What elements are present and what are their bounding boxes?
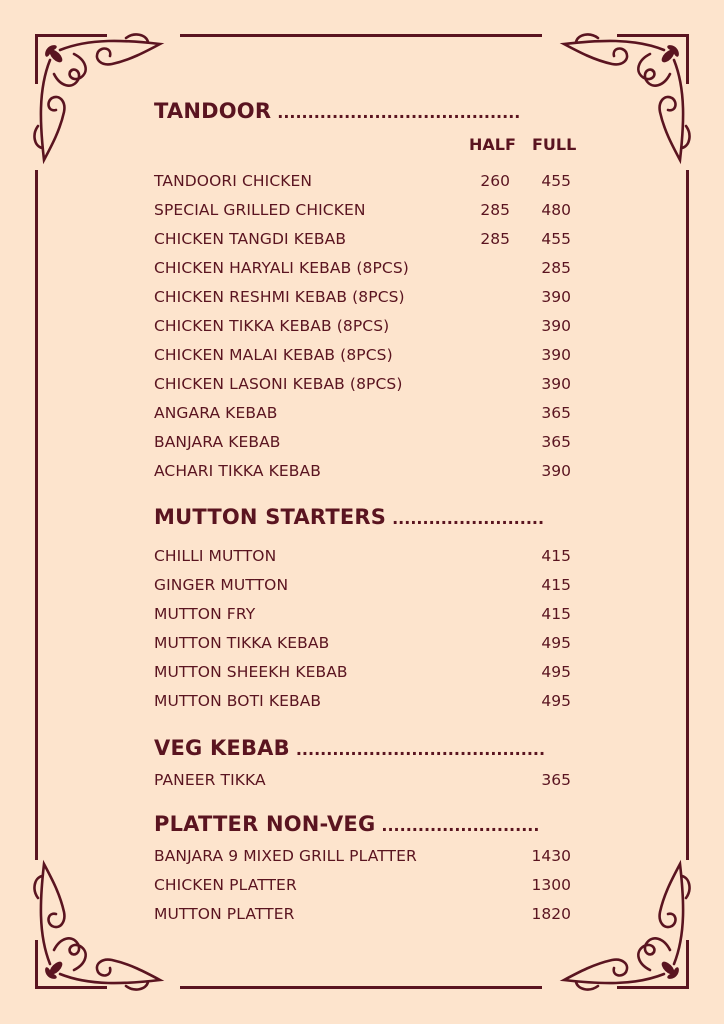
item-price-full: 495 bbox=[541, 692, 571, 710]
menu-item bbox=[154, 343, 574, 367]
item-name: MUTTON FRY bbox=[154, 605, 256, 623]
menu-item bbox=[154, 660, 574, 684]
menu-item bbox=[154, 169, 574, 193]
item-name: PANEER TIKKA bbox=[154, 771, 266, 789]
item-price-full: 365 bbox=[541, 404, 571, 422]
item-name: MUTTON PLATTER bbox=[154, 905, 295, 923]
column-header-full: FULL bbox=[532, 135, 577, 154]
item-price-half: 285 bbox=[480, 201, 510, 219]
item-name: CHICKEN TANGDI KEBAB bbox=[154, 230, 347, 248]
section-title-dots: ......................... bbox=[392, 509, 545, 528]
item-price-full: 415 bbox=[541, 605, 571, 623]
section-title-tandoor bbox=[154, 101, 520, 122]
section-title-dots: ........................................ bbox=[277, 103, 521, 122]
item-price-full: 495 bbox=[541, 634, 571, 652]
item-price-half: 260 bbox=[480, 172, 510, 190]
menu-item bbox=[154, 573, 574, 597]
item-price-full: 1430 bbox=[531, 847, 571, 865]
menu-item bbox=[154, 689, 574, 713]
section-title-veg-kebab bbox=[154, 738, 545, 759]
section-title-text: MUTTON STARTERS bbox=[154, 505, 387, 529]
item-price-full: 455 bbox=[541, 230, 571, 248]
item-name: CHICKEN LASONI KEBAB (8PCS) bbox=[154, 375, 403, 393]
section-title-dots: ......................................... bbox=[295, 740, 546, 759]
item-name: MUTTON TIKKA KEBAB bbox=[154, 634, 330, 652]
menu-item bbox=[154, 631, 574, 655]
menu-item bbox=[154, 902, 574, 926]
menu-item bbox=[154, 198, 574, 222]
item-name: BANJARA KEBAB bbox=[154, 433, 281, 451]
section-title-dots: .......................... bbox=[381, 816, 540, 835]
section-title-text: PLATTER NON-VEG bbox=[154, 812, 376, 836]
ornament-flourish-bottom-left-icon bbox=[30, 854, 170, 994]
item-name: CHICKEN MALAI KEBAB (8PCS) bbox=[154, 346, 393, 364]
item-price-full: 1820 bbox=[531, 905, 571, 923]
item-price-full: 285 bbox=[541, 259, 571, 277]
item-name: CHICKEN PLATTER bbox=[154, 876, 297, 894]
item-name: CHILLI MUTTON bbox=[154, 547, 277, 565]
menu-item bbox=[154, 544, 574, 568]
item-name: MUTTON SHEEKH KEBAB bbox=[154, 663, 348, 681]
section-title-mutton-starters bbox=[154, 507, 544, 528]
item-price-full: 495 bbox=[541, 663, 571, 681]
frame-top-line bbox=[180, 34, 542, 37]
menu-item bbox=[154, 768, 574, 792]
item-price-full: 390 bbox=[541, 288, 571, 306]
menu-item bbox=[154, 372, 574, 396]
item-name: ACHARI TIKKA KEBAB bbox=[154, 462, 321, 480]
item-name: BANJARA 9 MIXED GRILL PLATTER bbox=[154, 847, 417, 865]
item-price-full: 365 bbox=[541, 771, 571, 789]
item-name: CHICKEN TIKKA KEBAB (8PCS) bbox=[154, 317, 390, 335]
item-name: CHICKEN RESHMI KEBAB (8PCS) bbox=[154, 288, 405, 306]
menu-item bbox=[154, 430, 574, 454]
item-name: MUTTON BOTI KEBAB bbox=[154, 692, 322, 710]
menu-item bbox=[154, 459, 574, 483]
menu-item bbox=[154, 256, 574, 280]
item-price-half: 285 bbox=[480, 230, 510, 248]
item-price-full: 390 bbox=[541, 375, 571, 393]
item-price-full: 480 bbox=[541, 201, 571, 219]
item-price-full: 390 bbox=[541, 462, 571, 480]
section-title-text: TANDOOR bbox=[154, 99, 272, 123]
item-price-full: 415 bbox=[541, 576, 571, 594]
frame-left-line bbox=[35, 170, 38, 860]
item-price-full: 1300 bbox=[531, 876, 571, 894]
item-name: GINGER MUTTON bbox=[154, 576, 289, 594]
ornament-flourish-bottom-right-icon bbox=[554, 854, 694, 994]
item-name: CHICKEN HARYALI KEBAB (8PCS) bbox=[154, 259, 409, 277]
item-price-full: 390 bbox=[541, 346, 571, 364]
item-price-full: 365 bbox=[541, 433, 571, 451]
menu-item bbox=[154, 314, 574, 338]
menu-item bbox=[154, 873, 574, 897]
ornament-flourish-top-left-icon bbox=[30, 30, 170, 170]
section-title-platter-non-veg bbox=[154, 814, 539, 835]
item-name: TANDOORI CHICKEN bbox=[154, 172, 313, 190]
item-price-full: 455 bbox=[541, 172, 571, 190]
menu-item bbox=[154, 602, 574, 626]
frame-right-line bbox=[686, 170, 689, 860]
menu-item bbox=[154, 401, 574, 425]
frame-bottom-line bbox=[180, 986, 542, 989]
section-title-text: VEG KEBAB bbox=[154, 736, 290, 760]
item-price-full: 390 bbox=[541, 317, 571, 335]
item-name: SPECIAL GRILLED CHICKEN bbox=[154, 201, 366, 219]
column-header-half: HALF bbox=[469, 135, 516, 154]
menu-item bbox=[154, 844, 574, 868]
menu-item bbox=[154, 227, 574, 251]
menu-item bbox=[154, 285, 574, 309]
item-price-full: 415 bbox=[541, 547, 571, 565]
item-name: ANGARA KEBAB bbox=[154, 404, 278, 422]
